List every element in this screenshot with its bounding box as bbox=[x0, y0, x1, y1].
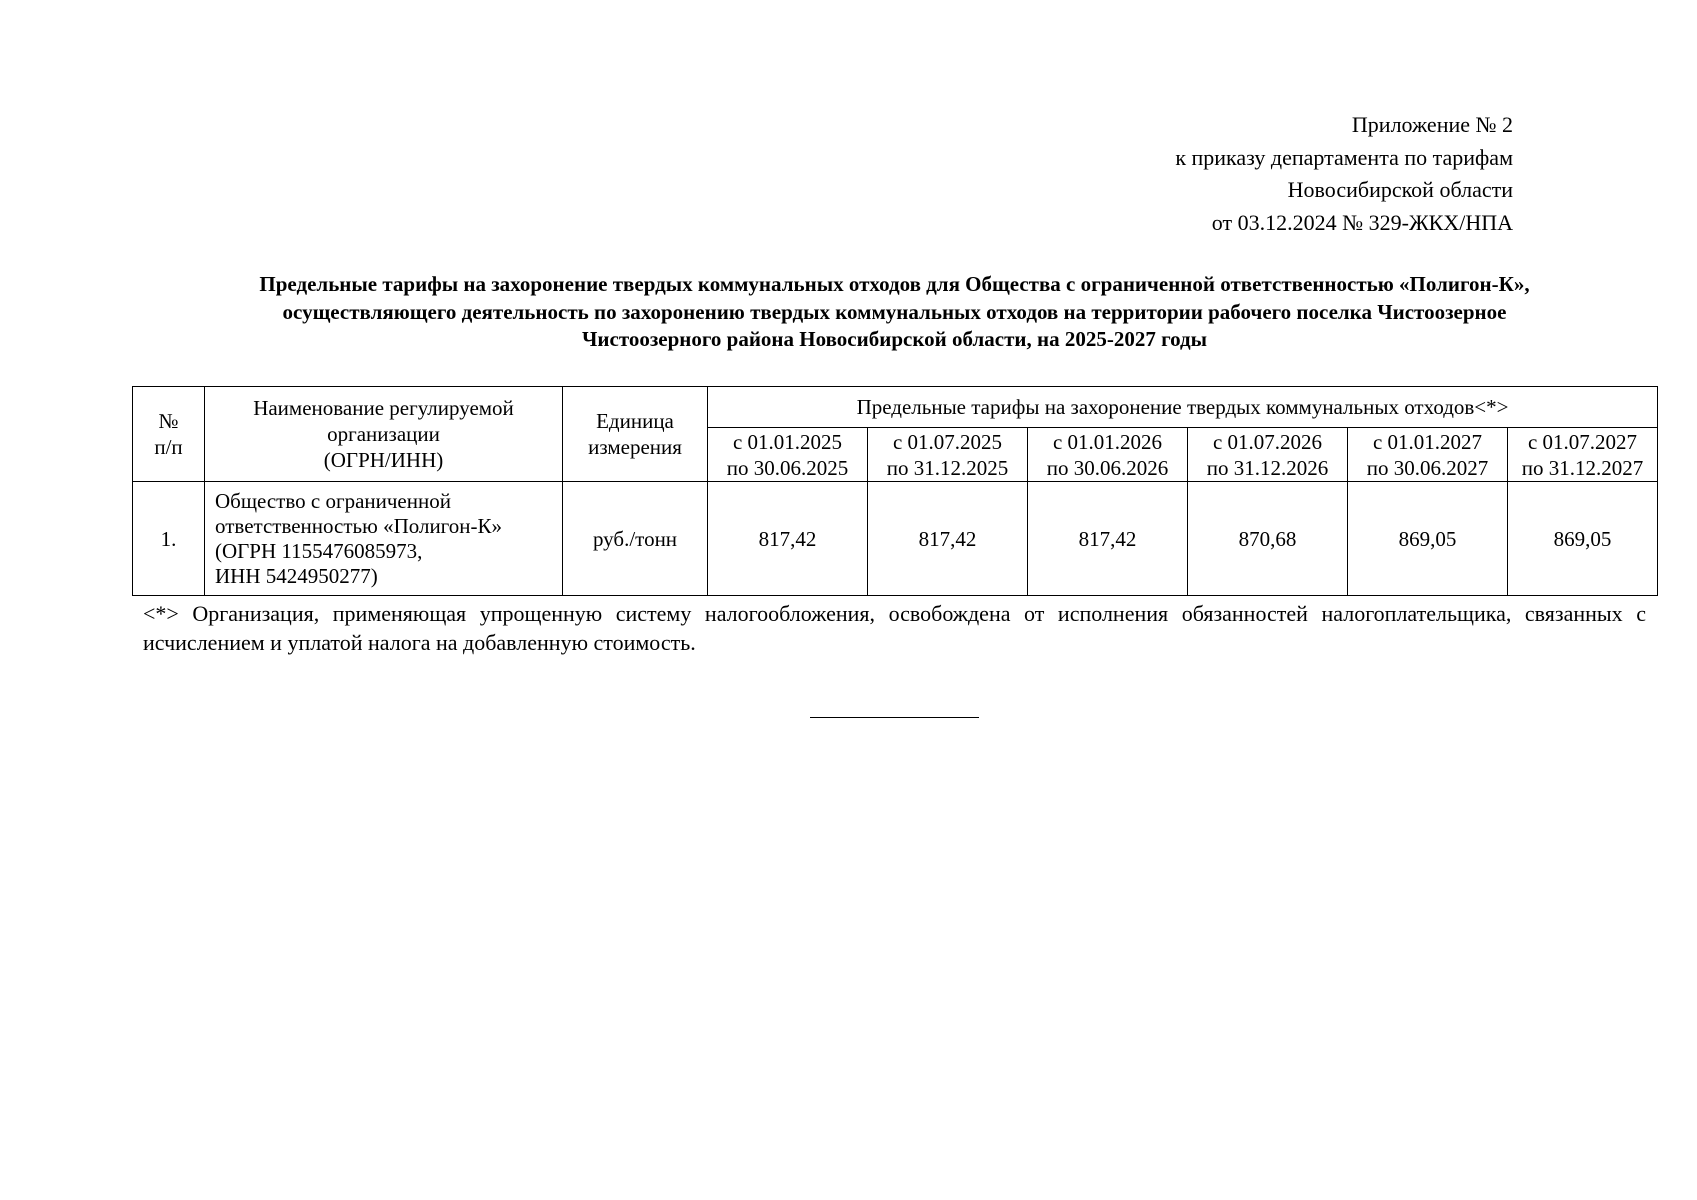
period-start: с 01.01.2027 bbox=[1372, 429, 1483, 454]
title-line: Предельные тарифы на захоронение твердых коммунальных отходов для Общества с ограниченной ответственностью «Полигон-К», bbox=[259, 272, 1530, 296]
row-org-cell bbox=[205, 482, 563, 596]
row-org-line: ответственностью «Полигон-К» bbox=[215, 513, 503, 538]
tariff-value-cell: 817,42 bbox=[708, 482, 868, 596]
period-start: с 01.07.2025 bbox=[892, 429, 1003, 454]
header-unit-line: измерения bbox=[588, 435, 682, 459]
period-end: по 31.12.2026 bbox=[1206, 455, 1329, 480]
row-org-line: Общество с ограниченной bbox=[215, 488, 451, 513]
header-org-cell bbox=[205, 387, 563, 482]
tariff-value-cell: 869,05 bbox=[1508, 482, 1658, 596]
period-cell bbox=[868, 428, 1028, 482]
header-tariffs-cell: Предельные тарифы на захоронение твердых коммунальных отходов<*> bbox=[708, 387, 1658, 428]
header-unit-line: Единица bbox=[596, 409, 674, 433]
period-end: по 31.12.2027 bbox=[1521, 455, 1644, 480]
period-cell bbox=[708, 428, 868, 482]
period-start: с 01.01.2025 bbox=[732, 429, 843, 454]
header-num-cell bbox=[133, 387, 205, 482]
appendix-header bbox=[913, 109, 1513, 239]
title-line: Чистоозерного района Новосибирской области, на 2025-2027 годы bbox=[581, 327, 1208, 351]
header-org-line: (ОГРН/ИНН) bbox=[323, 448, 444, 472]
period-cell bbox=[1348, 428, 1508, 482]
appendix-line: к приказу департамента по тарифам bbox=[1175, 144, 1513, 170]
appendix-line: от 03.12.2024 № 329-ЖКХ/НПА bbox=[1211, 209, 1513, 235]
header-num-line: п/п bbox=[154, 435, 183, 459]
row-unit-cell: руб./тонн bbox=[563, 482, 708, 596]
header-num-line: № bbox=[158, 409, 179, 433]
period-start: с 01.01.2026 bbox=[1052, 429, 1163, 454]
footnote: <*> Организация, применяющая упрощенную систему налогообложения, освобождена от исполнения обязанностей налогоплательщика, связанных с исчислением и уплатой налога на добавленную стоимость. bbox=[143, 601, 1646, 655]
appendix-line: Приложение № 2 bbox=[1351, 112, 1513, 137]
table-header-row bbox=[133, 387, 1658, 428]
table-row bbox=[133, 482, 1658, 596]
tariff-value-cell: 817,42 bbox=[1028, 482, 1188, 596]
period-end: по 30.06.2027 bbox=[1366, 455, 1489, 480]
period-start: с 01.07.2027 bbox=[1527, 429, 1638, 454]
header-unit-cell bbox=[563, 387, 708, 482]
period-end: по 30.06.2026 bbox=[1046, 455, 1169, 480]
tariff-value-cell: 817,42 bbox=[868, 482, 1028, 596]
row-org-line: (ОГРН 1155476085973, bbox=[215, 538, 423, 563]
tariff-table bbox=[132, 386, 1658, 596]
appendix-line: Новосибирской области bbox=[1287, 177, 1513, 202]
header-org-line: организации bbox=[327, 422, 440, 446]
period-end: по 31.12.2025 bbox=[886, 455, 1009, 480]
document-title bbox=[132, 271, 1657, 354]
period-cell bbox=[1028, 428, 1188, 482]
closing-rule bbox=[810, 717, 979, 718]
period-end: по 30.06.2025 bbox=[726, 455, 849, 480]
period-cell bbox=[1508, 428, 1658, 482]
row-num-cell: 1. bbox=[133, 482, 205, 596]
tariff-value-cell: 869,05 bbox=[1348, 482, 1508, 596]
header-org-line: Наименование регулируемой bbox=[253, 396, 514, 420]
tariff-value-cell: 870,68 bbox=[1188, 482, 1348, 596]
row-org-line: ИНН 5424950277) bbox=[215, 563, 378, 588]
period-cell bbox=[1188, 428, 1348, 482]
period-start: с 01.07.2026 bbox=[1212, 429, 1323, 454]
title-line: осуществляющего деятельность по захоронению твердых коммунальных отходов на территории рабочего поселка Чистоозерное bbox=[282, 299, 1507, 324]
